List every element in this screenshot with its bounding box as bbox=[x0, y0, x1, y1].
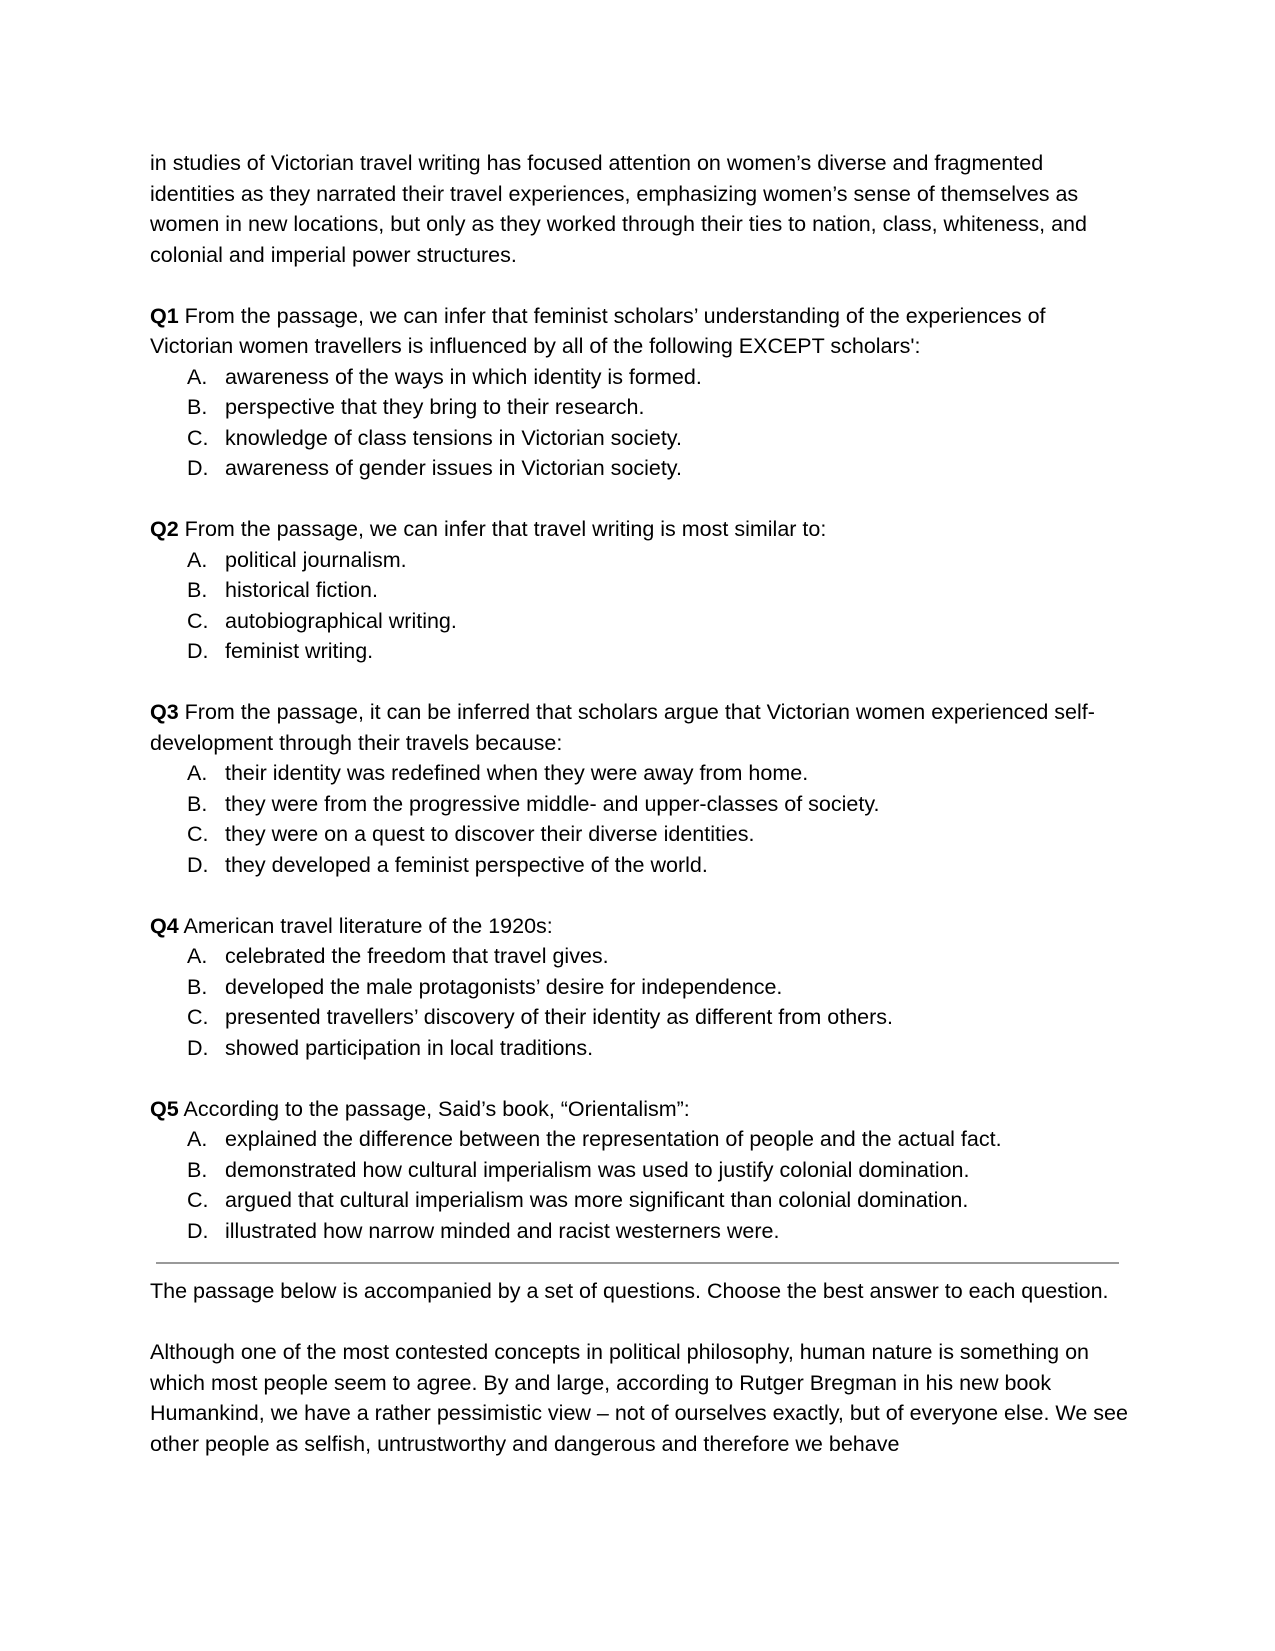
option-letter: A. bbox=[187, 1127, 208, 1151]
option-text: showed participation in local traditions. bbox=[225, 1035, 594, 1060]
option-letter: B. bbox=[187, 791, 208, 816]
question-stem bbox=[150, 697, 1130, 758]
option-text: they developed a feminist perspective of the world. bbox=[225, 852, 708, 877]
answer-option bbox=[150, 1155, 1130, 1186]
question-number: Q3 bbox=[150, 700, 179, 724]
option-text: knowledge of class tensions in Victorian society. bbox=[225, 425, 682, 450]
option-text: awareness of the ways in which identity is formed. bbox=[225, 364, 702, 389]
question-text: From the passage, we can infer that travel writing is most similar to: bbox=[178, 517, 827, 541]
next-passage-paragraph: Although one of the most contested concepts in political philosophy, human nature is something on which most people seem to agree. By and large, according to Rutger Bregman in his new book Humankind, we have a rather pessimistic view – not of ourselves exactly, but of everyone else. We see other people as selfish, untrustworthy and dangerous and therefore we behave bbox=[150, 1340, 1128, 1456]
question-number: Q1 bbox=[150, 303, 179, 328]
option-letter: C. bbox=[187, 1188, 209, 1212]
answer-option bbox=[150, 606, 1130, 637]
answer-option bbox=[150, 545, 1130, 576]
answer-option bbox=[150, 758, 1130, 789]
intro-paragraph: in studies of Victorian travel writing has focused attention on women’s diverse and fragmented identities as they narrated their travel experiences, emphasizing women’s sense of themselves as women in new locations, but only as they worked through their ties to nation, class, whiteness, and colonial and imperial power structures. bbox=[150, 151, 1087, 267]
question-block bbox=[150, 301, 1130, 484]
option-letter: D. bbox=[187, 1035, 209, 1060]
answer-option bbox=[150, 362, 1130, 393]
option-letter: D. bbox=[187, 639, 209, 663]
answer-option bbox=[150, 850, 1130, 881]
answer-options bbox=[150, 941, 1130, 1063]
answer-options bbox=[150, 758, 1130, 880]
option-text: demonstrated how cultural imperialism was used to justify colonial domination. bbox=[225, 1157, 970, 1182]
option-text: their identity was redefined when they were away from home. bbox=[225, 761, 809, 785]
question-text: American travel literature of the 1920s: bbox=[178, 913, 553, 938]
answer-option bbox=[150, 1124, 1130, 1155]
option-letter: B. bbox=[187, 1157, 208, 1182]
question-block bbox=[150, 1094, 1130, 1247]
answer-option bbox=[150, 941, 1130, 972]
question-text: From the passage, we can infer that feminist scholars’ understanding of the experiences of Victorian women travellers is influenced by all of the following EXCEPT scholars': bbox=[150, 303, 1046, 358]
option-letter: A. bbox=[187, 547, 208, 572]
option-letter: C. bbox=[187, 1005, 209, 1029]
answer-option bbox=[150, 1185, 1130, 1216]
answer-option bbox=[150, 819, 1130, 850]
option-text: perspective that they bring to their research. bbox=[225, 395, 645, 419]
option-text: they were from the progressive middle- and upper-classes of society. bbox=[225, 791, 880, 816]
answer-option bbox=[150, 575, 1130, 606]
answer-option bbox=[150, 392, 1130, 423]
section-instructions: The passage below is accompanied by a set of questions. Choose the best answer to each question. bbox=[150, 1279, 1109, 1303]
horizontal-divider bbox=[156, 1262, 1119, 1264]
option-text: historical fiction. bbox=[225, 578, 378, 602]
option-text: presented travellers’ discovery of their identity as different from others. bbox=[225, 1005, 894, 1029]
option-text: autobiographical writing. bbox=[225, 608, 457, 633]
option-text: argued that cultural imperialism was more significant than colonial domination. bbox=[225, 1188, 969, 1212]
option-letter: C. bbox=[187, 822, 209, 846]
answer-option bbox=[150, 1002, 1130, 1033]
question-block bbox=[150, 697, 1130, 880]
document-page bbox=[150, 148, 1130, 1459]
question-stem bbox=[150, 1094, 1130, 1125]
option-letter: D. bbox=[187, 852, 209, 877]
option-letter: B. bbox=[187, 578, 208, 602]
option-text: they were on a quest to discover their diverse identities. bbox=[225, 822, 755, 846]
option-letter: A. bbox=[187, 761, 208, 785]
option-letter: A. bbox=[187, 364, 208, 389]
answer-options bbox=[150, 1124, 1130, 1246]
option-text: developed the male protagonists’ desire for independence. bbox=[225, 974, 783, 999]
option-letter: B. bbox=[187, 974, 208, 999]
option-text: celebrated the freedom that travel gives. bbox=[225, 944, 609, 968]
question-stem bbox=[150, 301, 1130, 362]
option-letter: C. bbox=[187, 425, 209, 450]
option-text: awareness of gender issues in Victorian society. bbox=[225, 456, 682, 480]
answer-option bbox=[150, 453, 1130, 484]
question-number: Q4 bbox=[150, 913, 179, 938]
answer-option bbox=[150, 636, 1130, 667]
question-text: According to the passage, Said’s book, “Orientalism”: bbox=[178, 1096, 690, 1121]
question-block bbox=[150, 514, 1130, 667]
question-block bbox=[150, 911, 1130, 1064]
option-text: political journalism. bbox=[225, 547, 407, 572]
option-letter: D. bbox=[187, 456, 209, 480]
answer-options bbox=[150, 545, 1130, 667]
option-letter: B. bbox=[187, 395, 208, 419]
option-text: illustrated how narrow minded and racist westerners were. bbox=[225, 1218, 780, 1243]
answer-option bbox=[150, 1216, 1130, 1247]
option-text: explained the difference between the representation of people and the actual fact. bbox=[225, 1127, 1002, 1151]
option-text: feminist writing. bbox=[225, 639, 374, 663]
answer-option bbox=[150, 972, 1130, 1003]
answer-option bbox=[150, 1033, 1130, 1064]
answer-options bbox=[150, 362, 1130, 484]
option-letter: D. bbox=[187, 1218, 209, 1243]
option-letter: A. bbox=[187, 944, 208, 968]
question-stem bbox=[150, 514, 1130, 545]
question-stem bbox=[150, 911, 1130, 942]
answer-option bbox=[150, 789, 1130, 820]
question-number: Q2 bbox=[150, 517, 179, 541]
answer-option bbox=[150, 423, 1130, 454]
option-letter: C. bbox=[187, 608, 209, 633]
question-number: Q5 bbox=[150, 1096, 179, 1121]
question-text: From the passage, it can be inferred that scholars argue that Victorian women experienced self-development through their travels because: bbox=[150, 700, 1095, 755]
